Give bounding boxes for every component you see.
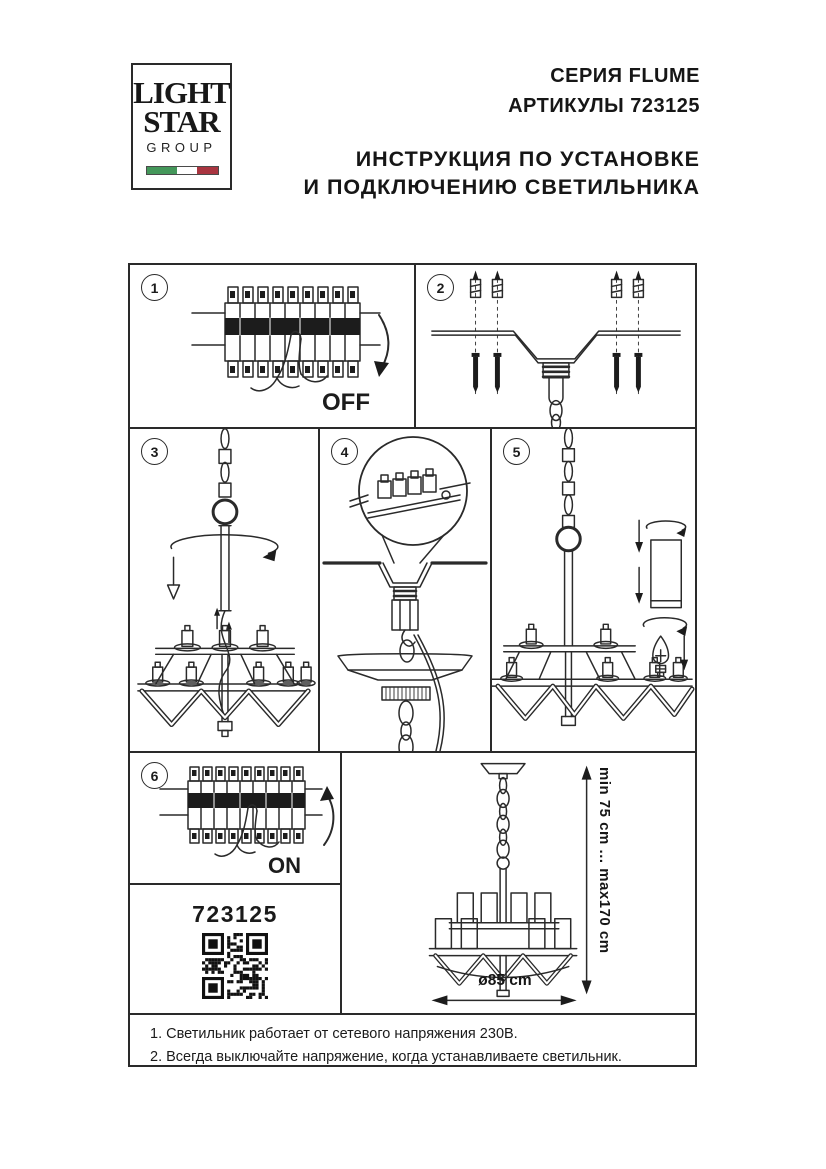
qr-code xyxy=(202,933,268,999)
upper-shades xyxy=(449,893,558,929)
center-rod xyxy=(219,526,231,611)
terminal-block xyxy=(350,469,470,518)
threaded-nipple xyxy=(543,363,569,378)
hook-loop-and-chain xyxy=(549,378,563,427)
instruction-title-line1: ИНСТРУКЦИЯ ПО УСТАНОВКЕ xyxy=(355,147,700,171)
frame-legs xyxy=(498,686,692,718)
instruction-grid xyxy=(128,263,697,1067)
breaker-off-diagram xyxy=(130,265,414,427)
candle-bulb-icon xyxy=(653,636,669,676)
step-number-badge: 4 xyxy=(331,438,358,465)
articles-title: АРТИКУЛЫ 723125 xyxy=(508,95,700,117)
shade-down-arrow-icon xyxy=(635,520,643,552)
dimensions-panel xyxy=(342,753,695,1015)
series-title: СЕРИЯ FLUME xyxy=(550,65,700,87)
step-number-badge: 3 xyxy=(141,438,168,465)
footnotes-panel xyxy=(130,1015,695,1065)
threaded-nipple xyxy=(394,587,416,600)
ceiling-canopy xyxy=(338,654,472,680)
center-rod xyxy=(565,552,573,646)
cylinder-shade xyxy=(651,540,681,608)
hook-housing xyxy=(392,600,418,662)
instruction-title-line2: И ПОДКЛЮЧЕНИЮ СВЕТИЛЬНИКА xyxy=(303,175,700,199)
center-rod xyxy=(500,869,506,923)
header-titles xyxy=(304,61,700,201)
height-dimension-arrow xyxy=(582,766,592,995)
step-panel-5 xyxy=(492,429,695,753)
flag-red-stripe xyxy=(197,167,218,174)
chandelier-hanging-diagram xyxy=(130,429,318,751)
wire-run xyxy=(414,635,444,751)
lower-shades xyxy=(430,919,577,956)
italian-flag-icon xyxy=(146,166,219,175)
down-arrow-icon xyxy=(635,567,643,603)
step-number-badge: 2 xyxy=(427,274,454,301)
note-voltage: 1. Светильник работает от сетевого напряжения 230В. xyxy=(150,1026,518,1042)
knurled-nut xyxy=(382,687,430,700)
bulb-down-arrow-icon xyxy=(680,636,688,670)
height-range-label: min 75 cm ... max170 cm xyxy=(596,767,613,954)
chain xyxy=(219,429,231,497)
on-label: ON xyxy=(268,853,301,878)
magnifier-bubble xyxy=(359,437,467,545)
step-panel-3 xyxy=(130,429,320,753)
bubble-tail xyxy=(382,535,444,563)
hook-funnel xyxy=(378,563,432,587)
step-number-badge: 6 xyxy=(141,762,168,789)
ceiling-bracket xyxy=(432,331,680,363)
logo-word-star: STAR xyxy=(143,104,220,139)
chain-below-canopy xyxy=(399,701,413,751)
step-panel-6 xyxy=(130,753,342,885)
lightstar-logo xyxy=(131,63,232,190)
down-arrow-icon xyxy=(168,557,180,599)
ceiling-cup xyxy=(481,764,525,779)
candle-sockets-upper xyxy=(175,626,276,651)
wall-plugs xyxy=(471,271,644,298)
connector-ball xyxy=(497,857,509,869)
mounting-bracket-diagram xyxy=(416,265,695,427)
wiring-closeup-diagram xyxy=(320,429,490,751)
flag-white-stripe xyxy=(177,167,197,174)
rotate-arrow-icon xyxy=(171,535,278,561)
candle-sockets-lower xyxy=(146,662,315,686)
flag-green-stripe xyxy=(147,167,177,174)
chandelier-frame xyxy=(138,648,310,736)
breaker-switch-band xyxy=(188,793,305,808)
logo-word-light: LIGHT xyxy=(133,75,230,110)
step-panel-4 xyxy=(320,429,492,753)
step-number-badge: 1 xyxy=(141,274,168,301)
off-arrow-icon xyxy=(374,315,389,377)
article-number: 723125 xyxy=(192,901,278,927)
chain xyxy=(563,429,575,527)
logo-word-group: GROUP xyxy=(146,140,217,155)
off-label: OFF xyxy=(322,389,370,416)
article-qr-panel xyxy=(130,885,342,1015)
shade-install-diagram xyxy=(492,429,695,751)
bulb-rotate-arrow-icon xyxy=(643,618,687,636)
step-panel-1 xyxy=(130,265,416,429)
chain xyxy=(497,778,509,859)
hanging-ring xyxy=(557,527,581,551)
step-number-badge: 5 xyxy=(503,438,530,465)
note-safety: 2. Всегда выключайте напряжение, когда устанавливаете светильник. xyxy=(150,1049,622,1065)
step-panel-2 xyxy=(416,265,695,429)
diameter-label: ø85 cm xyxy=(478,972,532,989)
hanging-ring xyxy=(213,500,237,524)
shade-rotate-arrow-icon xyxy=(646,521,686,537)
frame-legs xyxy=(142,691,308,725)
